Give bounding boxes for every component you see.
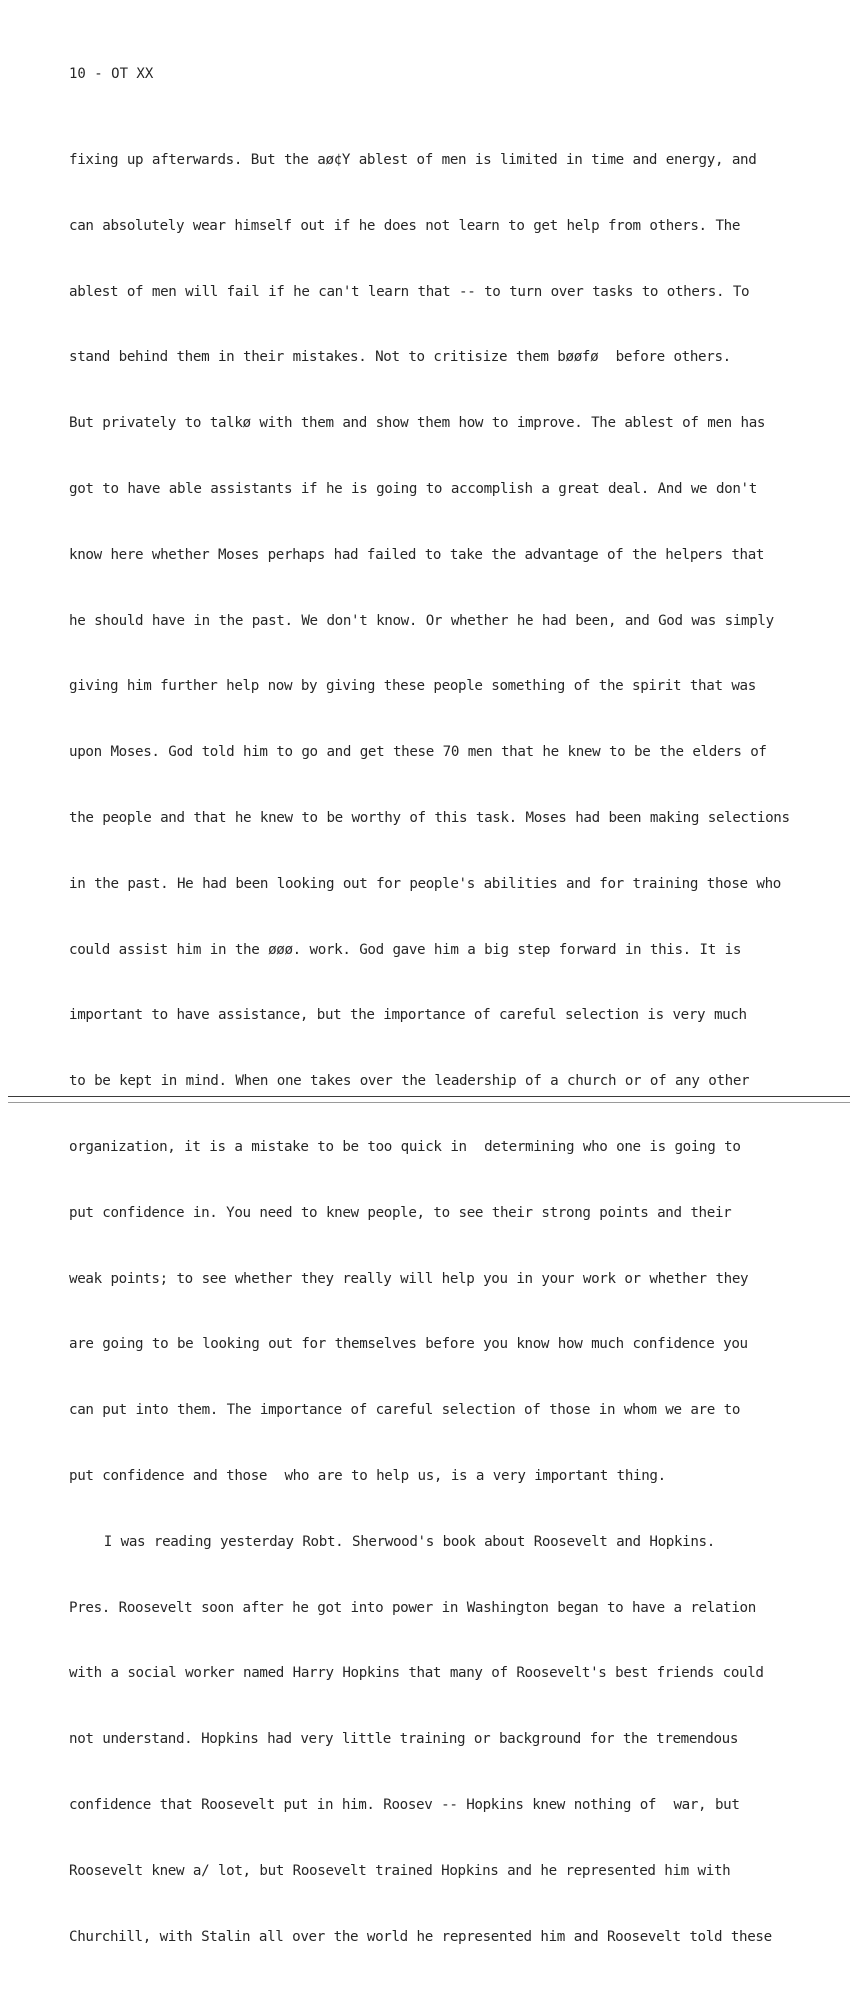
page-header: 10 - OT XX — [69, 66, 154, 82]
text-line: Roosevelt knew a/ lot, but Roosevelt trained Hopkins and he represented him with — [69, 1862, 731, 1879]
text-line: giving him further help now by giving these people something of the spirit that was — [69, 678, 756, 695]
text-line: put confidence and those who are to help us, is a very important thing. — [69, 1467, 666, 1484]
text-line: But privately to talkø with them and show them how to improve. The ablest of men has — [69, 415, 766, 432]
text-line: could assist him in the øøø. work. God gave him a big step forward in this. It is — [69, 941, 742, 958]
body-text — [69, 118, 829, 1992]
text-line: Pres. Roosevelt soon after he got into power in Washington began to have a relation — [69, 1599, 756, 1616]
text-line: got to have able assistants if he is going to accomplish a great deal. And we don't — [69, 480, 757, 497]
text-line: ablest of men will fail if he can't learn that -- to turn over tasks to others. To — [69, 283, 750, 300]
text-line: are going to be looking out for themselves before you know how much confidence you — [69, 1336, 748, 1353]
text-line: I was reading yesterday Robt. Sherwood's book about Roosevelt and Hopkins. — [69, 1533, 715, 1550]
text-line: important to have assistance, but the importance of careful selection is very much — [69, 1007, 747, 1024]
text-line: to be kept in mind. When one takes over the leadership of a church or of any other — [69, 1073, 750, 1090]
text-line: not understand. Hopkins had very little training or background for the tremendous — [69, 1731, 739, 1748]
text-line: put confidence in. You need to knew people, to see their strong points and their — [69, 1204, 732, 1221]
text-line: Churchill, with Stalin all over the world he represented him and Roosevelt told these — [69, 1928, 772, 1945]
text-line: stand behind them in their mistakes. Not to critisize them bøøfø before others. — [69, 349, 731, 366]
text-line: with a social worker named Harry Hopkins that many of Roosevelt's best friends could — [69, 1665, 764, 1682]
text-line: upon Moses. God told him to go and get these 70 men that he knew to be the elders of — [69, 744, 767, 761]
text-line: the people and that he knew to be worthy of this task. Moses had been making selections — [69, 809, 790, 826]
text-line: confidence that Roosevelt put in him. Roosev -- Hopkins knew nothing of war, but — [69, 1796, 740, 1813]
text-line: know here whether Moses perhaps had failed to take the advantage of the helpers that — [69, 546, 765, 563]
text-line: in the past. He had been looking out for people's abilities and for training those who — [69, 875, 781, 892]
bottom-rule-secondary — [8, 1102, 850, 1103]
text-line: fixing up afterwards. But the aø¢Y ablest of men is limited in time and energy, and — [69, 152, 757, 168]
text-line: can absolutely wear himself out if he does not learn to get help from others. The — [69, 217, 741, 234]
text-line: can put into them. The importance of careful selection of those in whom we are to — [69, 1402, 741, 1419]
text-line: weak points; to see whether they really will help you in your work or whether they — [69, 1270, 749, 1287]
bottom-rule — [8, 1096, 850, 1097]
text-line: he should have in the past. We don't know. Or whether he had been, and God was simply — [69, 612, 774, 629]
text-line: organization, it is a mistake to be too quick in determining who one is going to — [69, 1138, 741, 1155]
